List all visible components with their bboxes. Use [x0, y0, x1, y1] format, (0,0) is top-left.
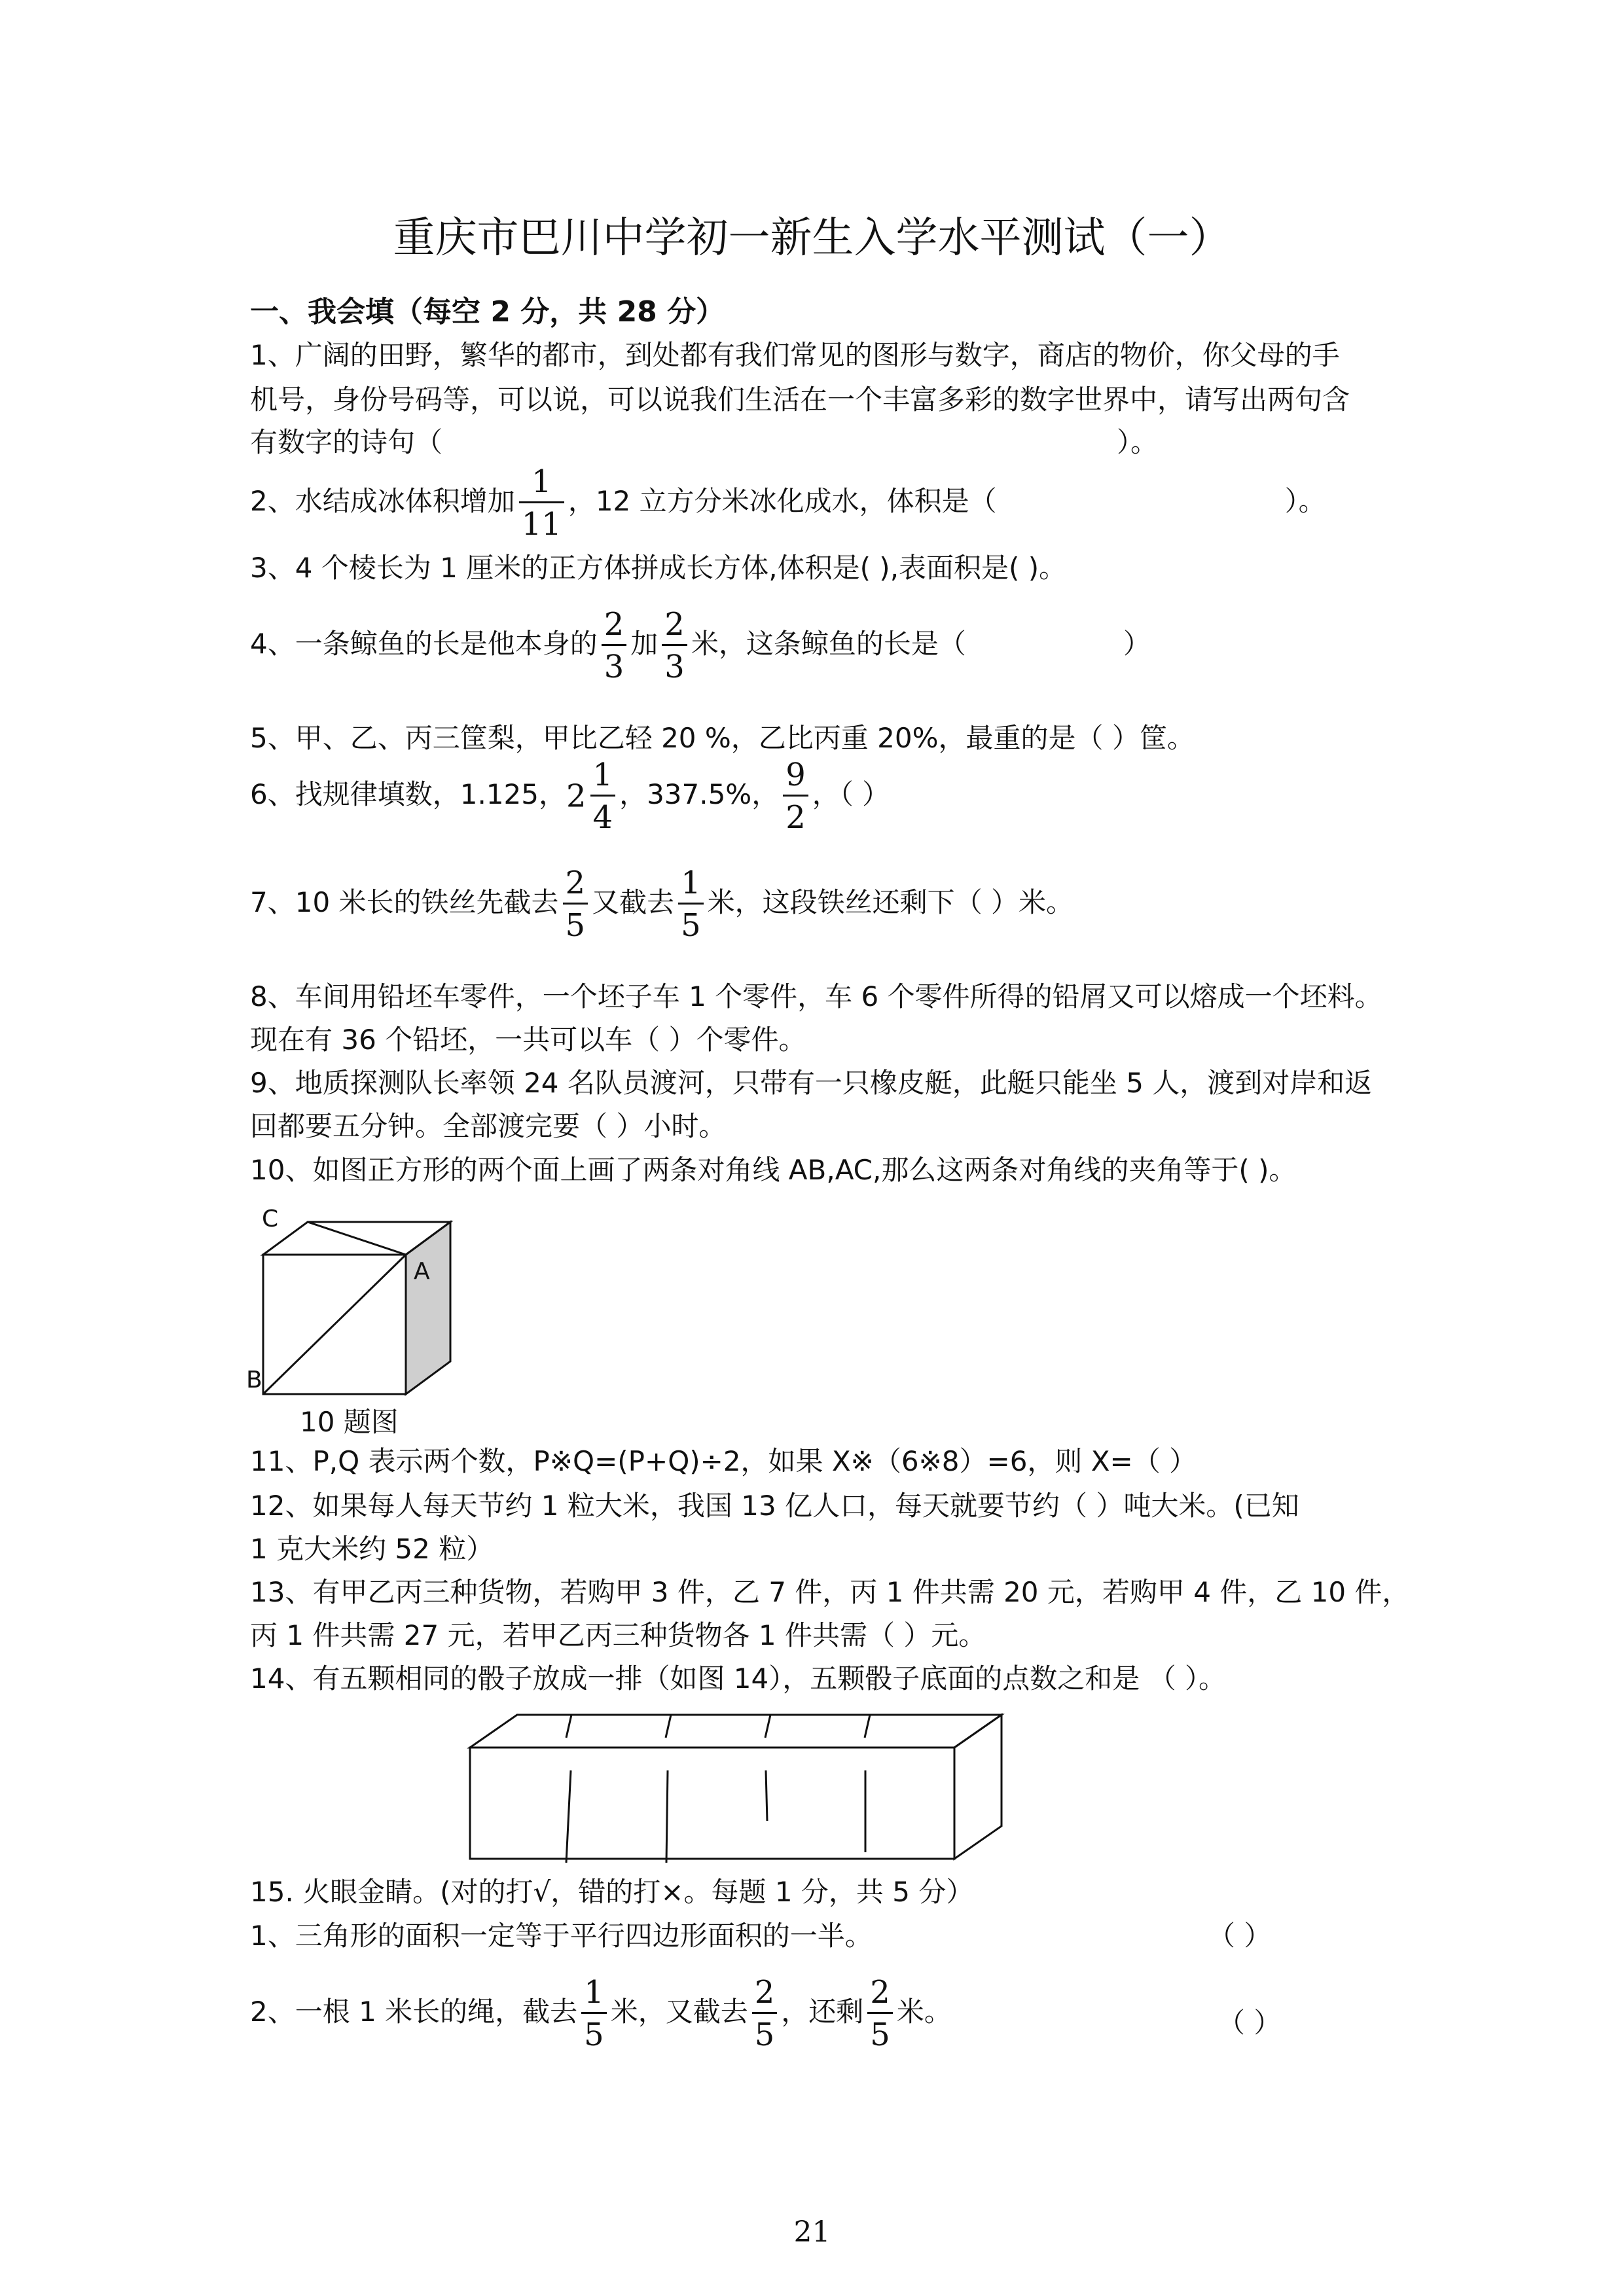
q7-frac2-num: 1	[681, 865, 701, 901]
q4-text-d: ）	[1123, 628, 1151, 660]
q9-line2: 回都要五分钟。全部渡完要（ ）小时。	[250, 1110, 727, 1142]
q1-line3-text: 有数字的诗句（	[250, 426, 443, 458]
q8-line2: 现在有 36 个铅坯，一共可以车（ ）个零件。	[250, 1024, 806, 1056]
cube-side-face	[406, 1222, 450, 1394]
diagonal-ac	[308, 1222, 406, 1255]
judge-2-text-a: 2、一根 1 米长的绳，截去	[250, 1996, 578, 2028]
q6-frac2-den: 2	[783, 795, 808, 833]
vertex-label-a: A	[414, 1258, 430, 1285]
q13-line2: 丙 1 件共需 27 元，若甲乙丙三种货物各 1 件共需（ ）元。	[250, 1619, 986, 1651]
q1-line1: 1、广阔的田野，繁华的都市，到处都有我们常见的图形与数字，商店的物价，你父母的手	[250, 339, 1340, 371]
dice-divider-2	[666, 1770, 668, 1863]
judge-2-text-d: 米。	[896, 1996, 952, 2028]
q12-line2: 1 克大米约 52 粒）	[250, 1533, 494, 1565]
q12-line1: 12、如果每人每天节约 1 粒大米，我国 13 亿人口，每天就要节约（ ）吨大米。(已知	[250, 1490, 1299, 1522]
judge-2-text-c: ，还剩	[781, 1996, 864, 2028]
q2-text-b: ，12 立方分米冰化成水，体积是（	[568, 485, 997, 517]
dice-divider-top-4	[865, 1715, 870, 1738]
q4-text-a: 4、一条鲸鱼的长是他本身的	[250, 628, 598, 660]
dice-row-figure	[458, 1708, 1021, 1865]
q2-fraction	[519, 463, 564, 543]
q2-frac-num: 1	[532, 463, 552, 500]
dice-divider-top-3	[765, 1715, 770, 1738]
q4-frac1-num: 2	[604, 606, 624, 643]
q11: 11、P,Q 表示两个数，P※Q=(P+Q)÷2，如果 X※（6※8）=6，则 X=（ ）	[250, 1445, 1197, 1477]
figure-10-caption: 10 题图	[300, 1406, 399, 1438]
q3: 3、4 个棱长为 1 厘米的正方体拼成长方体,体积是( ),表面积是( )。	[250, 552, 1067, 584]
dice-divider-top-1	[566, 1715, 571, 1738]
q6-text-b: ，337.5%，	[619, 778, 780, 810]
diagonal-ab	[263, 1255, 406, 1394]
q4-fraction-2	[662, 606, 687, 685]
q6-frac1-den: 4	[590, 795, 616, 833]
q1-line3-close: ）。	[1117, 426, 1159, 458]
judge-2-frac3-den: 5	[867, 2012, 893, 2051]
judge-2-frac3-num: 2	[870, 1974, 890, 2011]
q8-line1: 8、车间用铅坯车零件，一个坯子车 1 个零件，车 6 个零件所得的铅屑又可以熔成一个坯料。	[250, 980, 1382, 1013]
dice-divider-top-2	[666, 1715, 671, 1738]
q7-frac1-num: 2	[565, 865, 586, 901]
judge-2-frac2-den: 5	[752, 2012, 778, 2051]
q7-fraction-1	[563, 865, 588, 944]
q4-frac2-num: 2	[664, 606, 685, 643]
q2	[250, 463, 1326, 543]
section-heading-fill-in: 一、我会填（每空 2 分，共 28 分）	[250, 295, 725, 329]
q6-fraction-2	[783, 757, 808, 836]
q7-frac1-den: 5	[563, 903, 588, 941]
q7	[250, 865, 1074, 944]
judge-2-frac1-den: 5	[581, 2012, 607, 2051]
q7-text-b: 又截去	[592, 886, 675, 918]
vertex-label-c: C	[262, 1206, 279, 1232]
section-heading-judge: 15. 火眼金睛。(对的打√，错的打×。每题 1 分，共 5 分）	[250, 1876, 974, 1908]
q6-fraction-1	[590, 757, 616, 836]
q5: 5、甲、乙、丙三筐梨，甲比乙轻 20 %，乙比丙重 20%，最重的是（ ）筐。	[250, 722, 1195, 754]
q4-text-b: 加	[630, 628, 659, 660]
q6-frac2-num: 9	[785, 757, 806, 793]
page-number: 21	[793, 2215, 831, 2249]
q1-line2: 机号，身份号码等，可以说，可以说我们生活在一个丰富多彩的数字世界中，请写出两句含	[250, 384, 1350, 416]
q6-text-a: 6、找规律填数，1.125，	[250, 778, 566, 810]
judge-1-answer-blank[interactable]: （ ）	[1208, 1920, 1272, 1952]
q14: 14、有五颗相同的骰子放成一排（如图 14），五颗骰子底面的点数之和是 （ ）。	[250, 1662, 1226, 1695]
dice-divider-1	[566, 1770, 571, 1863]
q7-text-a: 7、10 米长的铁丝先截去	[250, 886, 559, 918]
q7-frac2-den: 5	[678, 903, 704, 941]
q13-line1: 13、有甲乙丙三种货物，若购甲 3 件，乙 7 件，丙 1 件共需 20 元，若购甲 4 件，乙 10 件，	[250, 1576, 1410, 1608]
q2-text-c: ）。	[1284, 485, 1326, 517]
judge-1-text: 1、三角形的面积一定等于平行四边形面积的一半。	[250, 1920, 873, 1952]
q6	[250, 757, 890, 836]
q7-fraction-2	[678, 865, 704, 944]
judge-2-frac1-num: 1	[584, 1974, 604, 2011]
dice-top-face	[470, 1715, 1001, 1748]
judge-2-fraction-3	[867, 1974, 893, 2053]
dice-side-face	[954, 1715, 1001, 1859]
judge-2-fraction-2	[752, 1974, 778, 2053]
q2-text-a: 2、水结成冰体积增加	[250, 485, 515, 517]
q4-fraction-1	[602, 606, 627, 685]
judge-2-frac2-num: 2	[754, 1974, 775, 2011]
judge-2-text-b: 米，又截去	[610, 1996, 748, 2028]
judge-2-fraction-1	[581, 1974, 607, 2053]
q2-frac-den: 11	[519, 501, 564, 540]
q6-text-c: ，（ ）	[812, 778, 890, 810]
q4-frac2-den: 3	[662, 644, 687, 683]
q10: 10、如图正方形的两个面上画了两条对角线 AB,AC,那么这两条对角线的夹角等于( )。	[250, 1154, 1297, 1186]
judge-2-answer-blank[interactable]: （ ）	[1218, 2007, 1282, 2039]
q4-text-c: 米，这条鲸鱼的长是（	[691, 628, 966, 660]
vertex-label-b: B	[246, 1367, 262, 1393]
q9-line1: 9、地质探测队长率领 24 名队员渡河，只带有一只橡皮艇，此艇只能坐 5 人，渡到对岸和返	[250, 1067, 1373, 1099]
q4-frac1-den: 3	[602, 644, 627, 683]
page-title: 重庆市巴川中学初一新生入学水平测试（一）	[393, 214, 1231, 262]
q6-frac1-num: 1	[592, 757, 613, 793]
q1-line3	[250, 421, 1158, 460]
dice-divider-3	[766, 1770, 767, 1821]
q6-mixed-whole: 2	[566, 778, 586, 815]
judge-2	[250, 1974, 952, 2053]
dice-front-face	[470, 1748, 954, 1859]
cube-figure	[242, 1208, 471, 1404]
q7-text-c: 米，这段铁丝还剩下（ ）米。	[707, 886, 1074, 918]
q4	[250, 606, 1151, 685]
